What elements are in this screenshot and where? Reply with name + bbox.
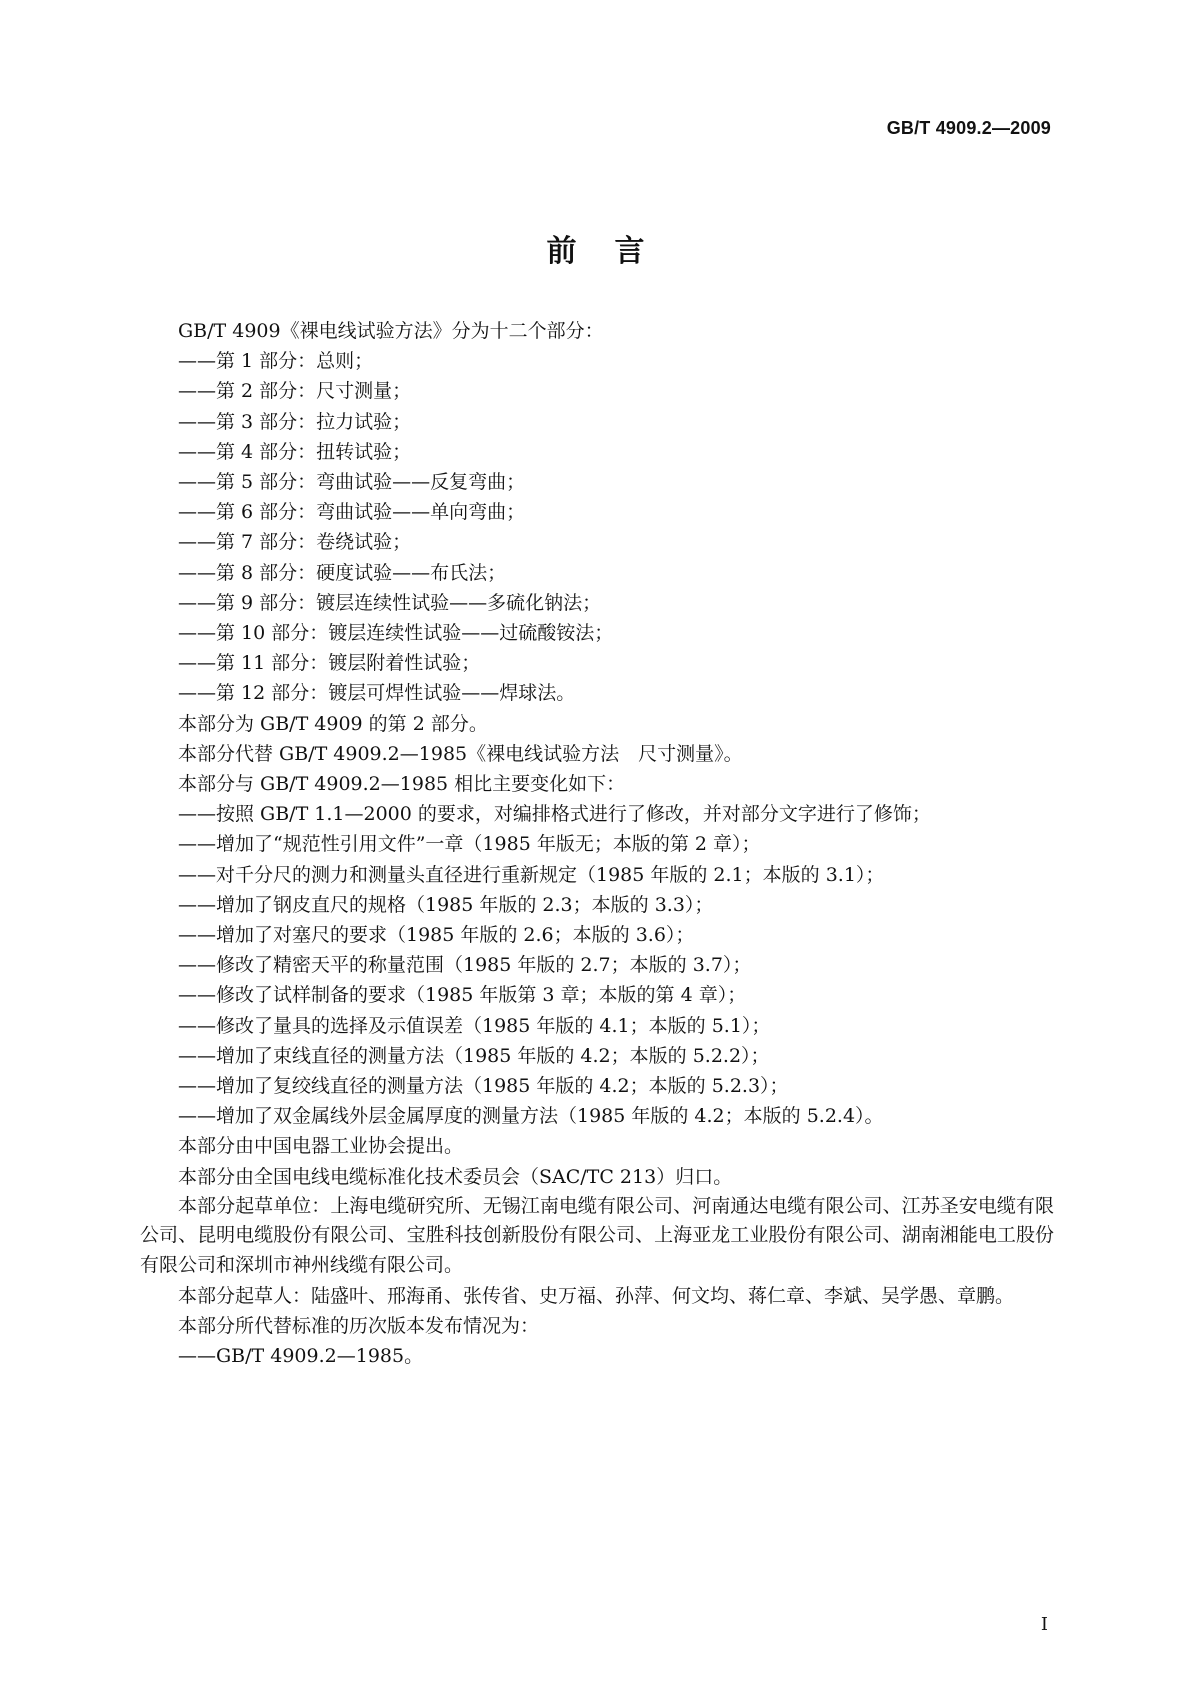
list-item-part-1: ——第 1 部分：总则；	[178, 350, 374, 373]
change-item: ——增加了“规范性引用文件”一章（1985 年版无；本版的第 2 章）；	[178, 833, 761, 856]
list-item-part-3: ——第 3 部分：拉力试验；	[178, 410, 412, 433]
paragraph-intro: GB/T 4909《裸电线试验方法》分为十二个部分：	[178, 320, 604, 342]
change-item: ——对千分尺的测力和测量头直径进行重新规定（1985 年版的 2.1；本版的 3.1）；	[178, 863, 885, 886]
list-item-part-9: ——第 9 部分：镀层连续性试验——多硫化钠法；	[178, 591, 602, 614]
change-item: ——按照 GB/T 1.1—2000 的要求，对编排格式进行了修改，并对部分文字进行了修饰；	[178, 803, 931, 826]
change-item: ——增加了复绞线直径的测量方法（1985 年版的 4.2；本版的 5.2.3）；	[178, 1075, 789, 1098]
paragraph-part-statement: 本部分为 GB/T 4909 的第 2 部分。	[178, 712, 488, 735]
history-item: ——GB/T 4909.2—1985。	[178, 1345, 424, 1368]
list-item-part-10: ——第 10 部分：镀层连续性试验——过硫酸铵法；	[178, 622, 614, 645]
list-item-part-5: ——第 5 部分：弯曲试验——反复弯曲；	[178, 471, 526, 494]
list-item-part-6: ——第 6 部分：弯曲试验——单向弯曲；	[178, 501, 526, 524]
foreword-body	[140, 316, 1054, 1371]
paragraph-history-intro: 本部分所代替标准的历次版本发布情况为：	[178, 1314, 540, 1337]
standard-code: GB/T 4909.2—2009	[886, 118, 1051, 138]
change-item: ——修改了量具的选择及示值误差（1985 年版的 4.1；本版的 5.1）；	[178, 1014, 771, 1037]
paragraph-changes-intro: 本部分与 GB/T 4909.2—1985 相比主要变化如下：	[178, 773, 626, 796]
paragraph-replaces: 本部分代替 GB/T 4909.2—1985《裸电线试验方法 尺寸测量》。	[178, 742, 743, 765]
list-item-part-12: ——第 12 部分：镀层可焊性试验——焊球法。	[178, 682, 576, 705]
change-item: ——增加了双金属线外层金属厚度的测量方法（1985 年版的 4.2；本版的 5.2.4）。	[178, 1105, 884, 1128]
change-item: ——增加了对塞尺的要求（1985 年版的 2.6；本版的 3.6）；	[178, 924, 695, 947]
change-item: ——修改了精密天平的称量范围（1985 年版的 2.7；本版的 3.7）；	[178, 954, 752, 977]
change-item: ——修改了试样制备的要求（1985 年版第 3 章；本版的第 4 章）；	[178, 984, 747, 1007]
list-item-part-7: ——第 7 部分：卷绕试验；	[178, 531, 412, 554]
list-item-part-4: ——第 4 部分：扭转试验；	[178, 440, 412, 463]
paragraph-centralized-by: 本部分由全国电线电缆标准化技术委员会（SAC/TC 213）归口。	[178, 1165, 733, 1188]
change-item: ——增加了束线直径的测量方法（1985 年版的 4.2；本版的 5.2.2）；	[178, 1044, 770, 1067]
change-item: ——增加了钢皮直尺的规格（1985 年版的 2.3；本版的 3.3）；	[178, 893, 714, 916]
list-item-part-11: ——第 11 部分：镀层附着性试验；	[178, 652, 481, 675]
paragraph-proposed-by: 本部分由中国电器工业协会提出。	[178, 1135, 464, 1158]
page-title: 前言	[546, 234, 683, 269]
paragraph-drafting-units: 本部分起草单位：上海电缆研究所、无锡江南电缆有限公司、河南通达电缆有限公司、江苏圣安电缆有限公司、昆明电缆股份有限公司、宝胜科技创新股份有限公司、上海亚龙工业股份有限公司、湖南湘能电工股份有限公司和深圳市神州线缆有限公司。	[140, 1194, 1054, 1277]
list-item-part-2: ——第 2 部分：尺寸测量；	[178, 380, 412, 403]
page-number: I	[1040, 1614, 1048, 1635]
paragraph-drafters: 本部分起草人：陆盛叶、邢海甬、张传省、史万福、孙萍、何文均、蒋仁章、李斌、吴学愚、章鹏。	[178, 1284, 1015, 1307]
list-item-part-8: ——第 8 部分：硬度试验——布氏法；	[178, 561, 507, 584]
